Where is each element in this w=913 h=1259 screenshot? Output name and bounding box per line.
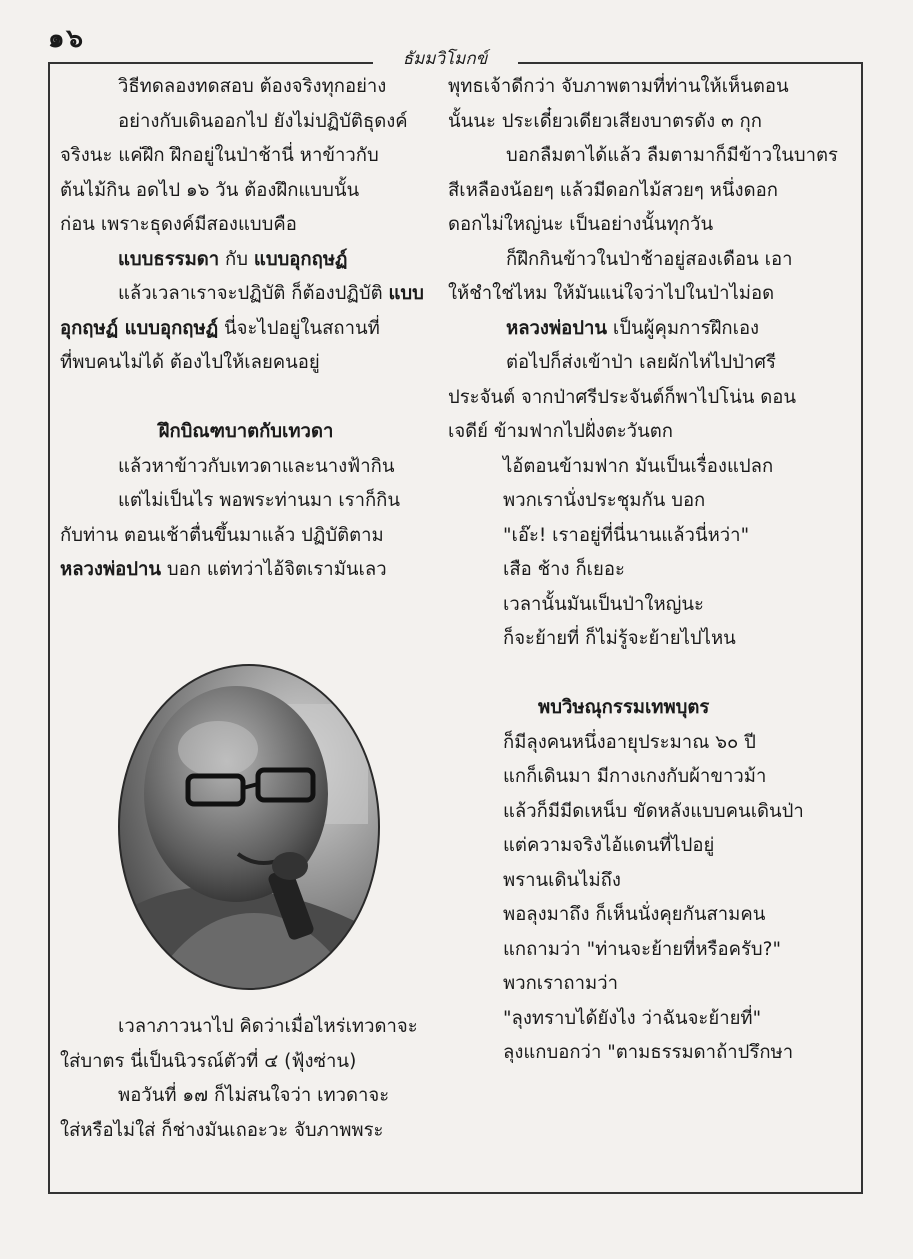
text-line: ที่พบคนไม่ได้ ต้องไปให้เลยคนอยู่ bbox=[60, 352, 320, 373]
text-line: "เอ๊ะ! เราอยู่ที่นี่นานแล้วนี่หว่า" bbox=[503, 524, 750, 546]
text-line: นั้นนะ ประเดี๋ยวเดียวเสียงบาตรดัง ๓ กุก bbox=[448, 110, 762, 132]
left-column-lower bbox=[60, 1010, 432, 1148]
text-line: เวลาภาวนาไป คิดว่าเมื่อไหร่เทวดาจะ bbox=[118, 1016, 418, 1037]
text-line: ก่อน เพราะธุดงค์มีสองแบบคือ bbox=[60, 214, 297, 235]
section-heading: ฝึกบิณฑบาตกับเทวดา bbox=[158, 421, 334, 442]
left-column bbox=[60, 70, 432, 588]
text-span: แล้วเวลาเราจะปฏิบัติ ก็ต้องปฏิบัติ bbox=[118, 283, 389, 304]
bold-term: หลวงพ่อปาน bbox=[60, 559, 162, 580]
text-line: วิธีทดลองทดสอบ ต้องจริงทุกอย่าง bbox=[118, 76, 387, 97]
text-line: พรานเดินไม่ถึง bbox=[503, 869, 621, 891]
bold-term: แบบธรรมดา bbox=[118, 248, 220, 270]
text-line: เวลานั้นมันเป็นป่าใหญ่นะ bbox=[503, 593, 704, 615]
bold-term: แบบ bbox=[388, 283, 424, 304]
text-line: ต้นไม้กิน อดไป ๑๖ วัน ต้องฝึกแบบนั้น bbox=[60, 179, 360, 201]
text-line: สีเหลืองน้อยๆ แล้วมีดอกไม้สวยๆ หนึ่งดอก bbox=[448, 179, 778, 201]
bold-term: อุกฤษฏ์ แบบอุกฤษฏ์ bbox=[60, 317, 219, 339]
text-line: เจดีย์ ข้ามฟากไปฝั่งตะวันตก bbox=[448, 421, 673, 442]
text-line: ต่อไปก็ส่งเข้าป่า เลยผักไห่ไปป่าศรี bbox=[506, 352, 776, 373]
text-line bbox=[60, 243, 432, 278]
text-line: พุทธเจ้าดีกว่า จับภาพตามที่ท่านให้เห็นตอน bbox=[448, 76, 789, 97]
text-line bbox=[60, 312, 432, 347]
text-line: ใส่หรือไม่ใส่ ก็ช่างมันเถอะวะ จับภาพพระ bbox=[60, 1119, 384, 1141]
text-line: พอลุงมาถึง ก็เห็นนั่งคุยกันสามคน bbox=[503, 904, 766, 925]
text-line: ประจันต์ จากป่าศรีประจันต์ก็พาไปโน่น ดอน bbox=[448, 386, 797, 408]
text-span: เป็นผู้คุมการฝึกเอง bbox=[607, 317, 760, 339]
text-line: แต่ไม่เป็นไร พอพระท่านมา เราก็กิน bbox=[118, 490, 401, 511]
text-line: ลุงแกบอกว่า "ตามธรรมดาถ้าปรึกษา bbox=[503, 1042, 794, 1063]
text-line: ให้ชำใช่ไหม ให้มันแน่ใจว่าไปในป่าไม่อด bbox=[448, 283, 775, 304]
text-line: "ลุงทราบได้ยังไง ว่าฉันจะย้ายที่" bbox=[503, 1007, 762, 1029]
text-line: ก็จะย้ายที่ ก็ไม่รู้จะย้ายไปไหน bbox=[503, 628, 736, 649]
text-line: ก็ฝึกกินข้าวในป่าช้าอยู่สองเดือน เอา bbox=[506, 248, 793, 270]
text-line bbox=[60, 553, 432, 588]
text-line: ใส่บาตร นี่เป็นนิวรณ์ตัวที่ ๔ (ฟุ้งซ่าน) bbox=[60, 1050, 357, 1072]
text-line: พวกเราถามว่า bbox=[503, 973, 618, 994]
text-line: บอกลืมตาได้แล้ว ลืมตามาก็มีข้าวในบาตร bbox=[506, 145, 838, 166]
text-line: พวกเรานั่งประชุมกัน บอก bbox=[503, 490, 706, 511]
text-line bbox=[448, 312, 848, 347]
text-line: ดอกไม่ใหญ่นะ เป็นอย่างนั้นทุกวัน bbox=[448, 214, 714, 235]
right-column bbox=[448, 70, 848, 1071]
text-line: ไอ้ตอนข้ามฟาก มันเป็นเรื่องแปลก bbox=[503, 455, 774, 477]
text-line: เสือ ช้าง ก็เยอะ bbox=[503, 559, 625, 580]
text-line: แกก็เดินมา มีกางเกงกับผ้าขาวม้า bbox=[503, 766, 767, 787]
text-span: กับ bbox=[219, 248, 254, 270]
text-line: ก็มีลุงคนหนึ่งอายุประมาณ ๖๐ ปี bbox=[503, 731, 756, 753]
bold-term: หลวงพ่อปาน bbox=[506, 317, 608, 339]
text-span: บอก แต่ทว่าไอ้จิตเรามันเลว bbox=[161, 559, 387, 580]
text-line: อย่างกับเดินออกไป ยังไม่ปฏิบัติธุดงค์ bbox=[118, 110, 408, 132]
text-line: แต่ความจริงไอ้แดนที่ไปอยู่ bbox=[503, 835, 715, 856]
text-line: แกถามว่า "ท่านจะย้ายที่หรือครับ?" bbox=[503, 938, 781, 960]
text-line: แล้วหาข้าวกับเทวดาและนางฟ้ากิน bbox=[118, 455, 395, 477]
running-head: ธัมมวิโมกข์ bbox=[402, 49, 488, 69]
bold-term: แบบอุกฤษฏ์ bbox=[253, 248, 348, 270]
page-number: ๑๖ bbox=[48, 24, 86, 54]
text-line: จริงนะ แค่ฝึก ฝึกอยู่ในป่าช้านี่ หาข้าวกับ bbox=[60, 145, 379, 166]
monk-portrait bbox=[118, 664, 380, 990]
text-line: กับท่าน ตอนเช้าตื่นขึ้นมาแล้ว ปฏิบัติตาม bbox=[60, 524, 384, 546]
text-line bbox=[60, 277, 432, 312]
text-span: นี่จะไปอยู่ในสถานที่ bbox=[218, 317, 380, 339]
text-line: พอวันที่ ๑๗ ก็ไม่สนใจว่า เทวดาจะ bbox=[118, 1085, 390, 1106]
text-line: แล้วก็มีมีดเหน็บ ขัดหลังแบบคนเดินป่า bbox=[503, 800, 804, 822]
section-heading: พบวิษณุกรรมเทพบุตร bbox=[538, 697, 710, 718]
